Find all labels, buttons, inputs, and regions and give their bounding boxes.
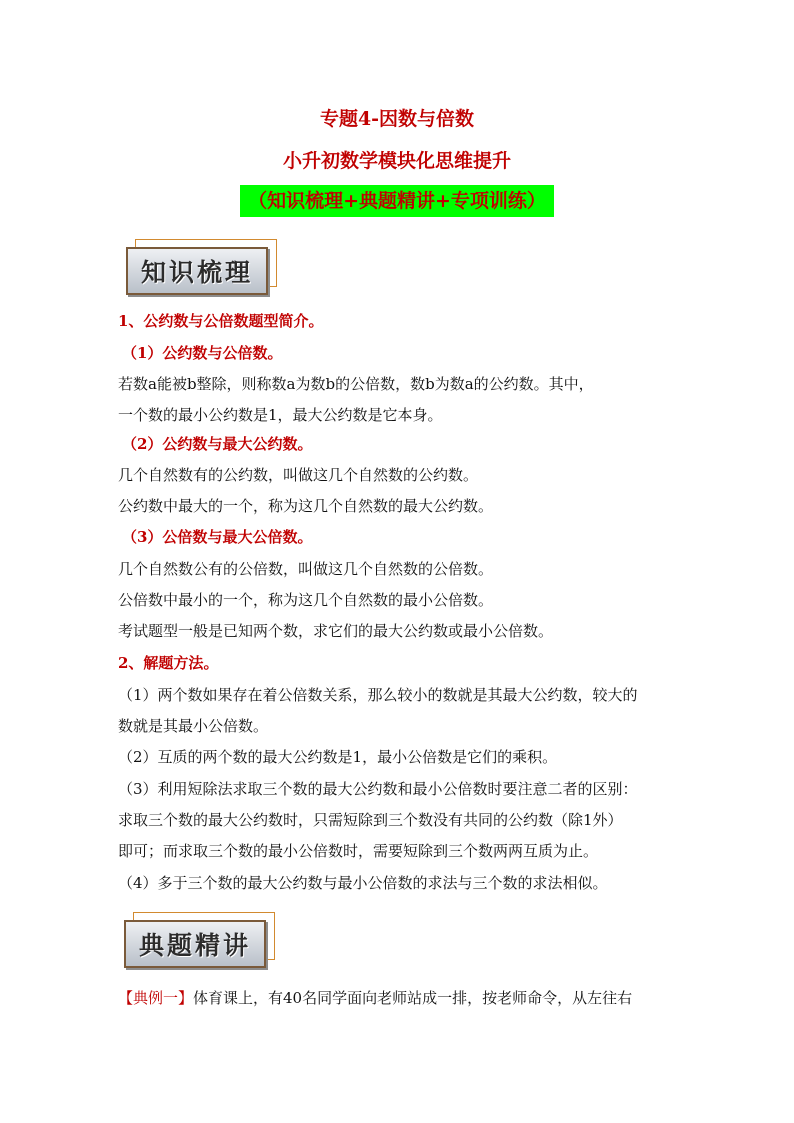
paragraph: 考试题型一般是已知两个数，求它们的最大公约数或最小公倍数。 (118, 622, 554, 640)
paragraph: （1）两个数如果存在着公倍数关系，那么较小的数就是其最大公约数，较大的 (118, 686, 638, 704)
paragraph: 求取三个数的最大公约数时，只需短除到三个数没有共同的公约数（除1外） (118, 811, 623, 829)
paragraph: 数就是其最小公倍数。 (118, 717, 269, 735)
paragraph: （3）利用短除法求取三个数的最大公约数和最小公倍数时要注意二者的区别： (118, 780, 638, 798)
banner-face (126, 247, 268, 295)
paragraph: （4）多于三个数的最大公约数与最小公倍数的求法与三个数的求法相似。 (118, 874, 608, 892)
document-title: 专题4-因数与倍数 (319, 108, 475, 130)
knowledge-banner-label: 知识梳理 (140, 258, 253, 287)
highlight-label: （知识梳理+典题精讲+专项训练） (240, 185, 554, 217)
example-text: 体育课上，有40名同学面向老师站成一排，按老师命令，从左往右 (193, 989, 633, 1007)
examples-banner (124, 920, 272, 968)
example-1-line (118, 987, 632, 1009)
document-subtitle: 小升初数学模块化思维提升 (282, 150, 511, 172)
highlight-row (0, 185, 794, 217)
section-1-2-heading: （2）公约数与最大公约数。 (122, 435, 313, 453)
paragraph: 即可；而求取三个数的最小公倍数时，需要短除到三个数两两互质为止。 (118, 842, 599, 860)
paragraph: 公约数中最大的一个，称为这几个自然数的最大公约数。 (118, 497, 494, 515)
paragraph: 公倍数中最小的一个，称为这几个自然数的最小公倍数。 (118, 591, 494, 609)
paragraph: 几个自然数有的公约数，叫做这几个自然数的公约数。 (118, 466, 479, 484)
paragraph: （2）互质的两个数的最大公约数是1，最小公倍数是它们的乘积。 (118, 748, 558, 766)
section-1-3-heading: （3）公倍数与最大公倍数。 (122, 528, 313, 546)
paragraph: 几个自然数公有的公倍数，叫做这几个自然数的公倍数。 (118, 560, 494, 578)
knowledge-banner (126, 247, 274, 295)
banner-face (124, 920, 266, 968)
paragraph: 若数a能被b整除，则称数a为数b的公倍数，数b为数a的公约数。其中， (118, 375, 594, 393)
paragraph: 一个数的最小公约数是1，最大公约数是它本身。 (118, 406, 443, 424)
section-2-heading: 2、解题方法。 (118, 654, 219, 672)
section-1-heading: 1、公约数与公倍数题型简介。 (118, 312, 324, 330)
examples-banner-label: 典题精讲 (138, 931, 251, 960)
section-1-1-heading: （1）公约数与公倍数。 (122, 344, 283, 362)
example-tag: 【典例一】 (118, 989, 194, 1007)
